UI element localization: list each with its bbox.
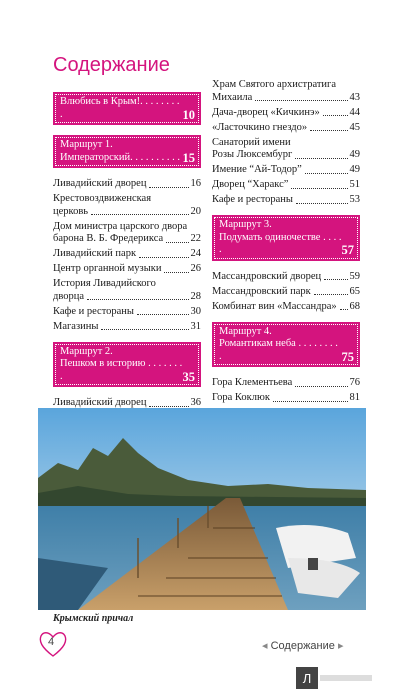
toc-entry-title: Дом министра царского двора xyxy=(53,220,188,232)
leader-dots xyxy=(137,314,189,315)
toc-entry-title: Гора Коклюк xyxy=(212,392,270,403)
leader-dots xyxy=(91,214,188,215)
route-heading-text: Пешком в историю . . . . . . . . xyxy=(60,358,183,382)
toc-entry[interactable] xyxy=(212,164,360,177)
route-heading-page: 75 xyxy=(341,349,354,364)
toc-entry-title: Дворец “Харакс” xyxy=(212,179,289,190)
toc-entry[interactable] xyxy=(212,137,360,162)
toc-entry-title: Дача-дворец «Кичкинэ» xyxy=(212,106,320,118)
toc-entry-title: Массандровский дворец xyxy=(212,270,322,282)
toc-entry[interactable] xyxy=(212,107,360,120)
toc-entry-title: барона В. Б. Фредерикса xyxy=(53,233,164,244)
chevron-right-icon: ▸ xyxy=(337,640,344,652)
leader-dots xyxy=(291,188,347,189)
toc-entry[interactable] xyxy=(53,306,201,319)
toc-entry-title: «Ласточкино гнездо» xyxy=(212,121,308,133)
leader-dots xyxy=(340,309,348,310)
toc-entry-page: 44 xyxy=(349,106,360,118)
toc-entry-title: Кафе и рестораны xyxy=(212,194,293,205)
leader-dots xyxy=(164,272,188,273)
page-number: 4 xyxy=(48,636,55,648)
leader-dots xyxy=(314,294,348,295)
leader-dots xyxy=(149,187,188,188)
leader-dots xyxy=(166,242,188,243)
toc-entry[interactable] xyxy=(53,221,201,246)
toc-entry-title: Комбинат вин «Массандра» xyxy=(212,300,337,312)
leader-dots xyxy=(273,401,348,402)
toc-entry[interactable] xyxy=(212,271,360,284)
toc-left-column xyxy=(53,92,201,442)
toc-entry[interactable] xyxy=(212,79,360,104)
route-heading-page: 10 xyxy=(182,107,195,122)
toc-entry[interactable] xyxy=(53,321,201,334)
toc-entry-page: 81 xyxy=(349,392,360,403)
pier-photo xyxy=(38,408,366,610)
route-heading-page: 35 xyxy=(182,369,195,384)
toc-entry[interactable] xyxy=(212,179,360,192)
route-heading-text: Императорский. . . . . . . . . . xyxy=(60,151,180,163)
toc-entry-page: 28 xyxy=(190,290,201,302)
toc-entry-title: церковь xyxy=(53,205,89,217)
toc-entry-page: 43 xyxy=(349,91,360,103)
page-title: Содержание xyxy=(53,54,170,76)
leader-dots xyxy=(324,279,347,280)
toc-entry-title: Гора Клементьева xyxy=(212,377,293,388)
toc-entry-page: 36 xyxy=(190,397,201,408)
leader-dots xyxy=(305,173,348,174)
route-heading-page: 57 xyxy=(341,243,354,257)
toc-entry-page: 76 xyxy=(349,377,360,388)
toc-route-heading[interactable] xyxy=(212,322,360,368)
toc-entry-page: 22 xyxy=(190,233,201,244)
toc-entry-page: 49 xyxy=(349,164,360,175)
chevron-left-icon: ◂ xyxy=(262,640,268,652)
toc-entry-title: Кафе и рестораны xyxy=(53,305,134,317)
toc-entry-page: 59 xyxy=(349,270,360,282)
toc-entry[interactable] xyxy=(53,178,201,191)
toc-entry-title: Санаторий имени xyxy=(212,136,291,148)
leader-dots xyxy=(310,130,347,131)
toc-entry-title: Ливадийский дворец xyxy=(53,397,147,408)
toc-entry-page: 16 xyxy=(190,178,201,189)
leader-dots xyxy=(296,203,348,204)
route-heading-text: Маршрут 2. xyxy=(60,345,113,357)
leader-dots xyxy=(295,386,347,387)
toc-entry-page: 20 xyxy=(190,205,201,217)
toc-entry[interactable] xyxy=(53,278,201,303)
toc-entry-title: Михаила xyxy=(212,91,253,103)
toc-entry[interactable] xyxy=(212,122,360,135)
toc-entry[interactable] xyxy=(53,263,201,276)
toc-route-heading[interactable] xyxy=(53,135,201,168)
leader-dots xyxy=(255,100,347,101)
toc-entry-page: 31 xyxy=(190,320,201,332)
toc-route-heading[interactable] xyxy=(212,215,360,261)
toc-entry-title: Массандровский парк xyxy=(212,285,311,297)
toc-entry-title: Центр органной музыки xyxy=(53,263,162,274)
toc-entry-title: Ливадийский дворец xyxy=(53,178,147,189)
leader-dots xyxy=(87,299,188,300)
toc-entry-page: 51 xyxy=(349,179,360,190)
leader-dots xyxy=(101,329,188,330)
toc-entry-page: 53 xyxy=(349,194,360,205)
toc-entry-page: 24 xyxy=(190,248,201,259)
toc-entry[interactable] xyxy=(53,248,201,261)
watermark-logo xyxy=(296,667,372,689)
leader-dots xyxy=(149,406,188,407)
toc-entry-page: 26 xyxy=(190,263,201,274)
toc-entry-title: Магазины xyxy=(53,320,99,332)
toc-entry-title: История Ливадийского xyxy=(53,278,156,289)
toc-entry-title: Ливадийский парк xyxy=(53,248,137,259)
route-heading-text: Подумать одиночестве . . . . . xyxy=(219,231,342,255)
toc-entry-page: 30 xyxy=(190,305,201,317)
toc-route-heading[interactable] xyxy=(53,92,201,125)
toc-entry[interactable] xyxy=(53,193,201,218)
leader-dots xyxy=(323,115,348,116)
toc-entry-title: Розы Люксембург xyxy=(212,149,293,160)
toc-entry-title: Имение “Ай-Тодор” xyxy=(212,164,302,175)
toc-entry-page: 68 xyxy=(349,300,360,312)
toc-entry-title: дворца xyxy=(53,290,85,302)
toc-entry[interactable] xyxy=(212,377,360,390)
svg-text:Л: Л xyxy=(302,671,312,686)
toc-entry-page: 65 xyxy=(349,285,360,297)
route-heading-page: 15 xyxy=(182,150,195,165)
toc-right-column xyxy=(212,79,360,407)
footer-section-label: ◂ Содержание ▸ xyxy=(262,640,344,652)
route-heading-text: Маршрут 1. xyxy=(60,139,113,150)
photo-caption: Крымский причал xyxy=(53,613,134,624)
toc-entry[interactable] xyxy=(212,286,360,299)
toc-route-heading[interactable] xyxy=(53,342,201,388)
route-heading-text: Маршрут 4. xyxy=(219,325,272,337)
route-heading-text: Романтикам неба . . . . . . . . . xyxy=(219,338,338,362)
toc-entry[interactable] xyxy=(212,194,360,207)
toc-entry[interactable] xyxy=(212,301,360,314)
route-heading-text: Влюбись в Крым!. . . . . . . . . xyxy=(60,96,180,120)
leader-dots xyxy=(139,257,188,258)
leader-dots xyxy=(295,158,347,159)
toc-entry-page: 49 xyxy=(349,149,360,160)
toc-entry-title: Храм Святого архистратига xyxy=(212,79,337,90)
toc-entry-page: 45 xyxy=(349,121,360,133)
toc-entry-title: Крестовоздвиженская xyxy=(53,193,152,204)
route-heading-text: Маршрут 3. xyxy=(219,219,272,230)
toc-entry[interactable] xyxy=(212,392,360,405)
